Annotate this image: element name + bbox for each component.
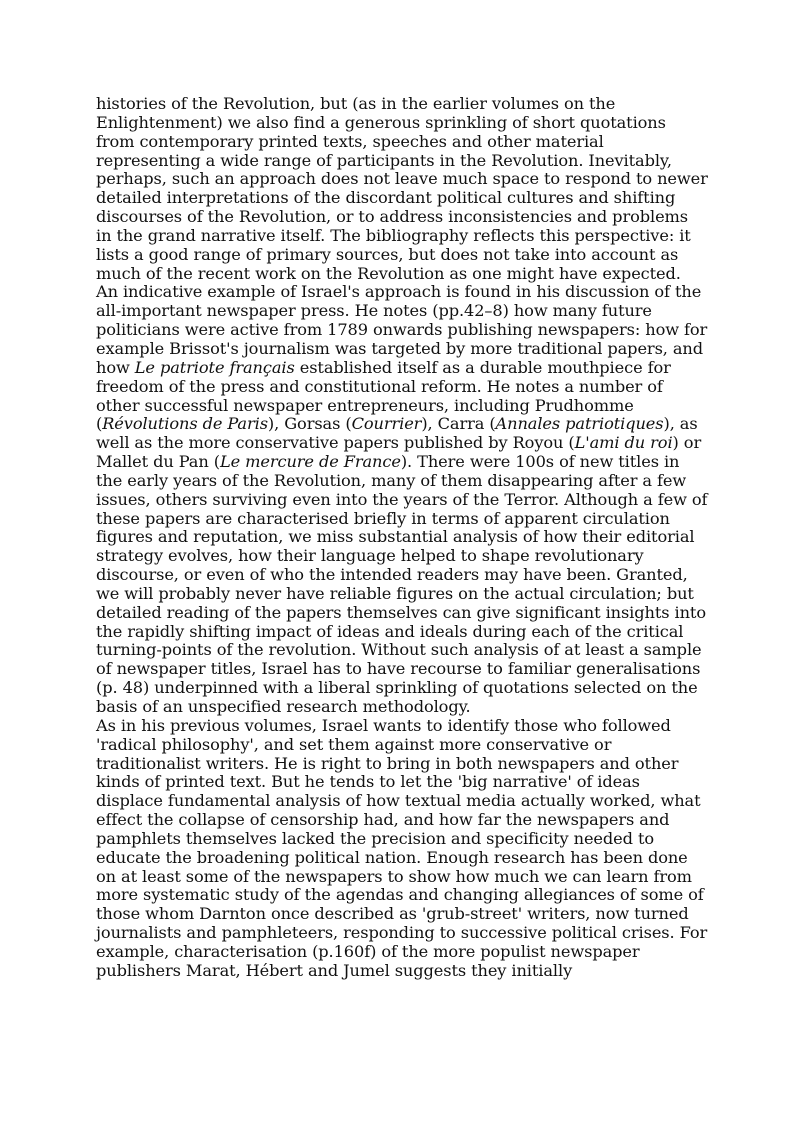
paragraph-2 bbox=[96, 283, 708, 716]
body-text: histories of the Revolution, but (as in the earlier volumes on the Enlightenment) we also find a generous sprinkling of short quotations from contemporary printed texts, speeches and other material representing a wide range of participants in the Revolution. Inevitably, perhaps, such an approach does not leave much space to respond to newer detailed interpretations of the discordant political cultures and shifting discourses of the Revolution, or to address inconsistencies and problems in the grand narrative itself. The bibliography reflects this perspective: it lists a good range of primary sources, but does not take into account as much of the recent work on the Revolution as one might have expected. bbox=[96, 94, 708, 283]
body-text: ), Carra ( bbox=[421, 414, 496, 434]
body-text: ). There were 100s of new titles in the early years of the Revolution, many of them disappearing after a few issues, others surviving even into the years of the Terror. Although a few of these papers are characterised briefly in terms of apparent circulation figures and reputation, we miss substantial analysis of how their editorial strategy evolves, how their language helped to shape revolutionary discourse, or even of who the intended readers may have been. Granted, we will probably never have reliable figures on the actual circulation; but detailed reading of the papers themselves can give significant insights into the rapidly shifting impact of ideas and ideals during each of the critical turning-points of the revolution. Without such analysis of at least a sample of newspaper titles, Israel has to have recourse to familiar generalisations (p. 48) underpinned with a liberal sprinkling of quotations selected on the basis of an unspecified research methodology. bbox=[96, 452, 708, 716]
body-text: An indicative example of Israel's approach is found in his discussion of the all-important newspaper press. He notes (pp.42–8) how many future politicians were active from 1789 onwards publishing newspapers: how for example Brissot's journalism was targeted by more traditional papers, and how bbox=[96, 282, 708, 377]
body-text: established itself as a durable mouthpiece for freedom of the press and constitutional reform. He notes a number of other successful newspaper entrepreneurs, including Prudhomme ( bbox=[96, 357, 671, 434]
italic-title-text: L'ami du roi bbox=[574, 433, 673, 453]
body-text: ) or Mallet du Pan ( bbox=[96, 433, 702, 472]
paragraph-3 bbox=[96, 717, 708, 981]
italic-title-text: Révolutions de Paris bbox=[102, 414, 268, 434]
document-page bbox=[96, 95, 708, 981]
body-text: ), as well as the more conservative papers published by Royou ( bbox=[96, 414, 698, 453]
paragraph-1 bbox=[96, 95, 708, 283]
body-text: As in his previous volumes, Israel wants to identify those who followed 'radical philosophy', and set them against more conservative or traditionalist writers. He is right to bring in both newspapers and other kinds of printed text. But he tends to let the 'big narrative' of ideas displace fundamental analysis of how textual media actually worked, what effect the collapse of censorship had, and how far the newspapers and pamphlets themselves lacked the precision and specificity needed to educate the broadening political nation. Enough research has been done on at least some of the newspapers to show how much we can learn from more systematic study of the agendas and changing allegiances of some of those whom Darnton once described as 'grub-street' writers, now turned journalists and pamphleteers, responding to successive political crises. For example, characterisation (p.160f) of the more populist newspaper publishers Marat, Hébert and Jumel suggests they initially bbox=[96, 715, 708, 980]
italic-title-text: Le patriote français bbox=[134, 357, 295, 377]
italic-title-text: Le mercure de France bbox=[219, 452, 401, 472]
italic-title-text: Courrier bbox=[351, 414, 422, 434]
italic-title-text: Annales patriotiques bbox=[495, 414, 664, 434]
body-text: ), Gorsas ( bbox=[267, 414, 352, 434]
